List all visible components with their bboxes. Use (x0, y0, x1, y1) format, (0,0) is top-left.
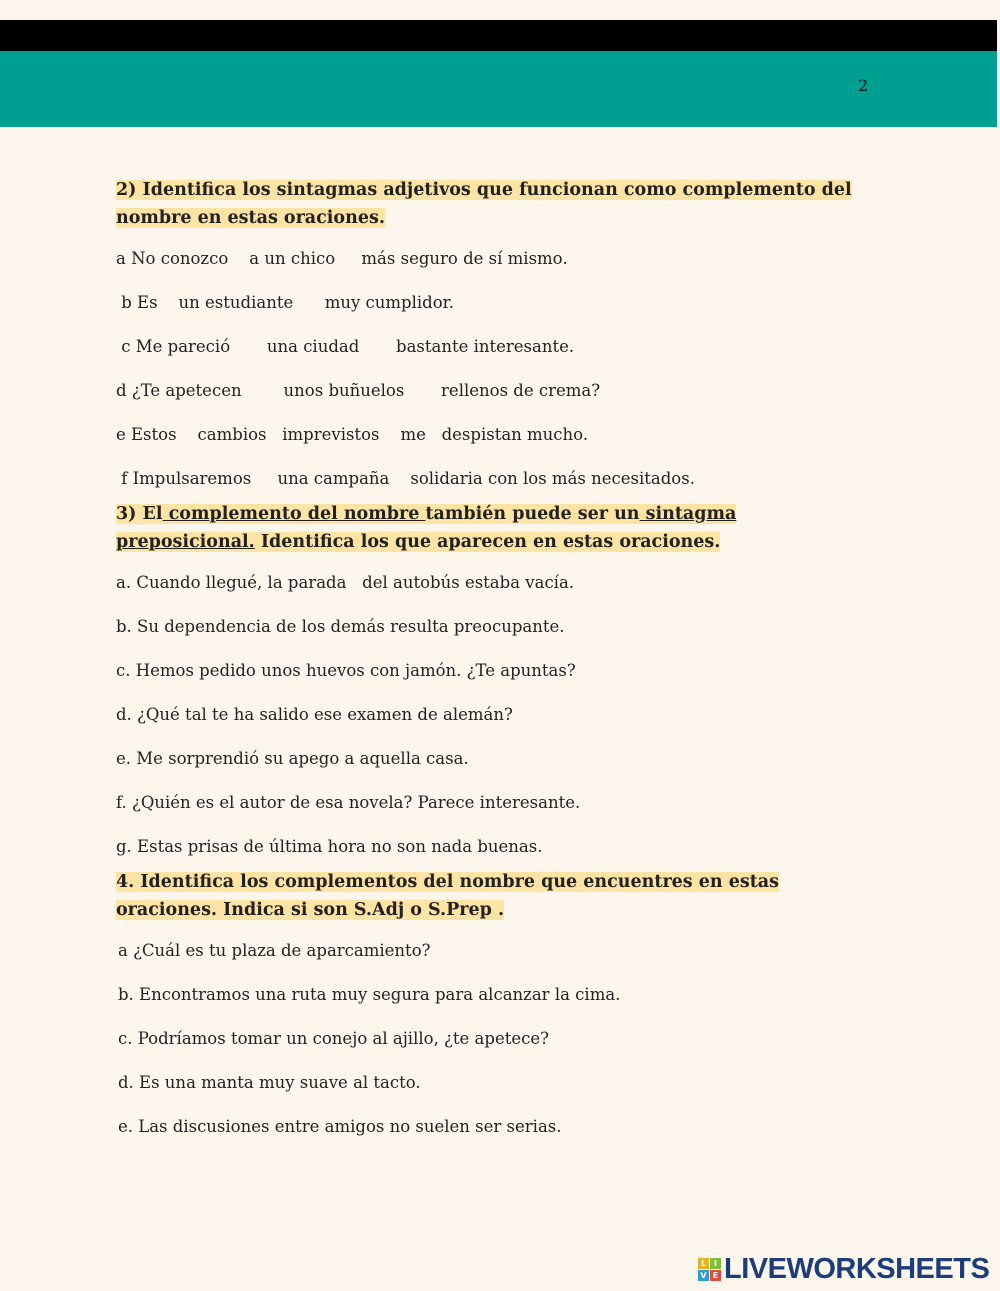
list-item: a. Cuando llegué, la parada del autobús estaba vacía. (116, 573, 575, 592)
section3-list (116, 572, 876, 868)
section2-title: 2) Identifica los sintagmas adjetivos que funcionan como complemento del nombre en estas oraciones. (116, 180, 852, 228)
list-item: d. ¿Qué tal te ha salido ese examen de alemán? (116, 705, 513, 724)
list-item: g. Estas prisas de última hora no son nada buenas. (116, 837, 543, 856)
list-item: c. Hemos pedido unos huevos con jamón. ¿Te apuntas? (116, 661, 576, 680)
header-black-bar (0, 20, 997, 51)
list-item: f. ¿Quién es el autor de esa novela? Parece interesante. (116, 793, 581, 812)
worksheet-content (116, 176, 876, 1148)
list-item: d ¿Te apetecen unos buñuelos rellenos de crema? (116, 381, 601, 400)
list-item: a No conozco a un chico más seguro de sí mismo. (116, 249, 568, 268)
list-item: e. Me sorprendió su apego a aquella casa. (116, 749, 469, 768)
list-item: b. Su dependencia de los demás resulta preocupante. (116, 617, 565, 636)
list-item: f Impulsaremos una campaña solidaria con los más necesitados. (116, 469, 695, 488)
page-number: 2 (858, 76, 869, 95)
complemento-del-nombre-term: complemento del nombre (162, 504, 426, 524)
sintagma-preposicional-term: sintagma preposicional. (116, 504, 737, 552)
list-item: b Es un estudiante muy cumplidor. (116, 293, 454, 312)
list-item: c Me pareció una ciudad bastante interesante. (116, 337, 575, 356)
list-item: e Estos cambios imprevistos me despistan mucho. (116, 425, 589, 444)
logo-grid-icon: L I V E (698, 1258, 721, 1281)
list-item: e. Las discusiones entre amigos no suelen ser serias. (118, 1117, 562, 1136)
list-item: d. Es una manta muy suave al tacto. (118, 1073, 421, 1092)
list-item: c. Podríamos tomar un conejo al ajillo, ¿te apetece? (118, 1029, 549, 1048)
header-teal-bar (0, 51, 997, 127)
list-item: a ¿Cuál es tu plaza de aparcamiento? (118, 941, 431, 960)
section4-list (116, 940, 876, 1148)
liveworksheets-logo[interactable] (698, 1254, 989, 1284)
section3-title: 3) El complemento del nombre también puede ser un sintagma preposicional. Identifica los que aparecen en estas oraciones. (116, 504, 737, 552)
logo-text: LIVEWORKSHEETS (724, 1252, 990, 1285)
section2-list (116, 248, 876, 500)
section4-title: 4. Identifica los complementos del nombre que encuentres en estas oraciones. Indica si son S.Adj o S.Prep . (116, 872, 779, 920)
list-item: b. Encontramos una ruta muy segura para alcanzar la cima. (118, 985, 621, 1004)
